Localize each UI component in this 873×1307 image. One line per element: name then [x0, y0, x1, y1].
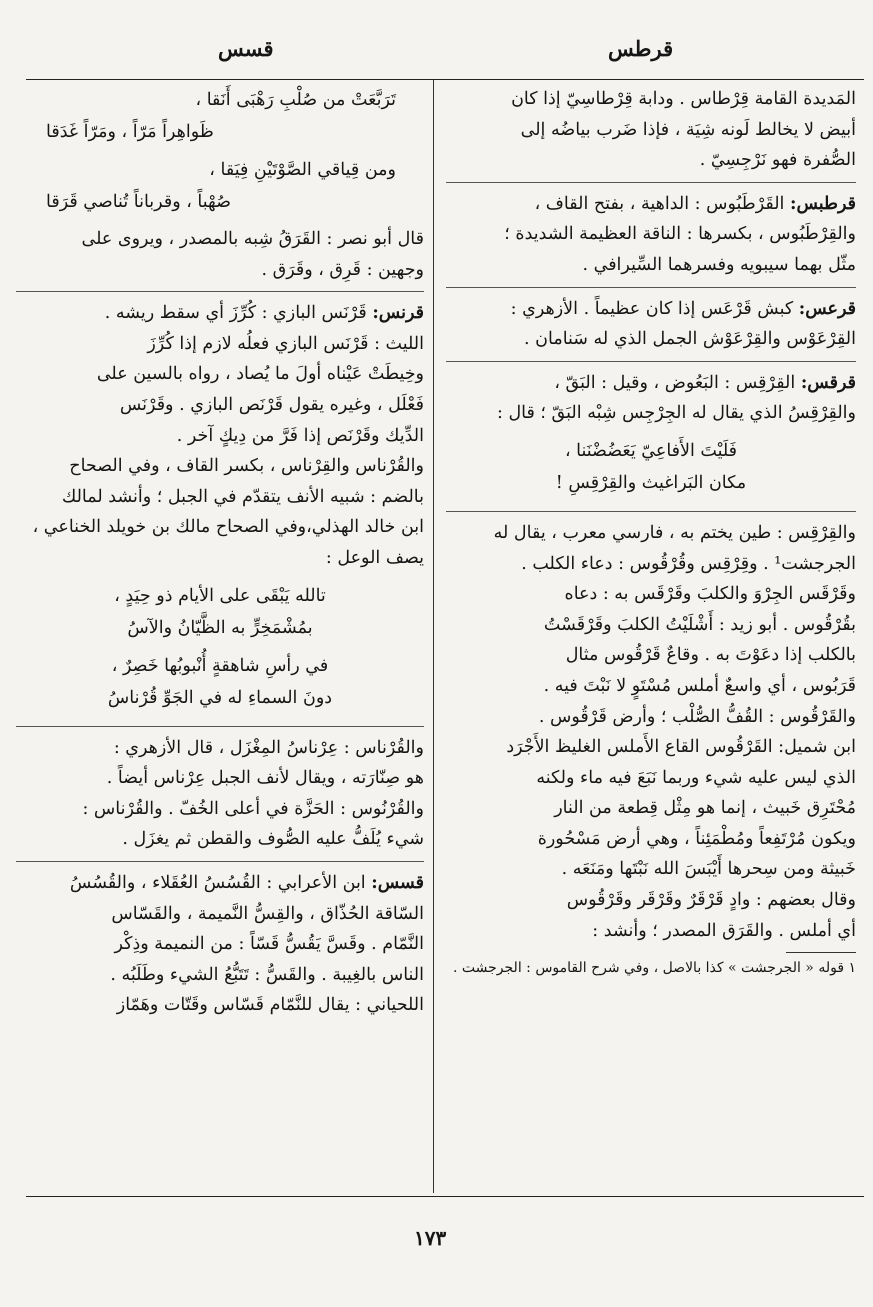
- headword: قرطبس:: [789, 193, 856, 214]
- entry-qrts-continued: [446, 84, 856, 183]
- headword: قرقس:: [800, 372, 856, 393]
- verse: [16, 84, 424, 148]
- text-line: القِرْقِس : البَعُوض ، وقيل : البَقّ ،: [554, 372, 801, 393]
- entry-qrqs: [446, 368, 856, 512]
- text-line: الجرجشت¹ . وقِرْقِس وقُرْقُوس : دعاء الكلب .: [521, 553, 856, 574]
- text-line: قال أبو نصر : القَرَقُ شِبه بالمصدر ، ويروى على: [81, 229, 424, 249]
- verse: [446, 435, 856, 499]
- verse-line: صُهْباً ، وقرباناً تُناصي قَرَقا: [46, 192, 231, 212]
- verse-line: بمُشْمَخِرٍّ به الظَّيّانُ والآسُ: [127, 617, 313, 638]
- entry-qrns: [16, 298, 424, 726]
- text-line: وقَرْقَس الجِرْوَ والكلبَ وقَرْقَس به : دعاه: [564, 584, 856, 605]
- footnote-rule: [786, 952, 856, 953]
- text-line: وخِيطَتْ عَيْناه أولَ ما يُصاد ، رواه بالسين على: [96, 364, 424, 385]
- text-line: والقُرْناس : عِرْناسُ المِغْزَل ، قال الأزهري :: [113, 737, 424, 758]
- text-line: ابن خالد الهذلي،وفي الصحاح مالك بن خويلد الخناعي ،: [32, 517, 424, 538]
- headword: قسس:: [371, 872, 424, 893]
- entry-qrnas: [16, 733, 424, 862]
- entry-qss: [16, 868, 424, 1027]
- headword: قرعس:: [798, 298, 856, 319]
- text-line: ويكون مُرْتَفِعاً ومُطْمَئِناً ، وهي أرض مَسْحُورة: [537, 828, 856, 849]
- text-line: الصُّفرة فهو نَرْجِسِيّ .: [699, 150, 856, 171]
- text-line: الناس بالغِيبة . والقَسُّ : تَتَبُّعُ الشيء وطَلَبُه .: [110, 964, 424, 985]
- text-line: بالكلب إذا دعَوْتَ به . وقاعٌ قَرْقُوس مثال: [565, 645, 856, 666]
- text-line: المَديدة القامة قِرْطاس . ودابة قِرْطاسِيّ إذا كان: [511, 89, 856, 109]
- text-line: مُحْتَرِق خَبيث ، إنما هو مِثْل قِطعة من النار: [554, 798, 856, 819]
- text-line: الذي ليس عليه شيء وربما نَبَعَ فيه ماء ولكنه: [536, 767, 856, 788]
- text-line: قَرَبُوس ، أي واسعٌ أملس مُسْتَوٍ لا نَبْتَ فيه .: [543, 675, 856, 696]
- text-line: بالضم : شبيه الأنف يتقدّم في الجبل ؛ وأنشد لمالك: [61, 486, 424, 507]
- header-left-title: قسس: [218, 36, 274, 61]
- text-line: الليث : قَرْنَس البازي فعلُه لازم إذا كُرِّزَ: [147, 333, 424, 354]
- text-line: ابن الأعرابي : القُسُسُ العُقَلاء ، والقُسُسُ: [69, 872, 372, 893]
- verse: [16, 580, 424, 644]
- verse-line: فَلَيْتَ الأَفاعِيّ يَعَضُضْنَنا ،: [564, 440, 738, 461]
- text-line: النَّمّام . وقَسَّ يَقُسُّ قَسّاً : من النميمة وذِكْر: [114, 934, 424, 955]
- text-line: أي أملس . والقَرَق المصدر ؛ وأنشد :: [592, 920, 856, 941]
- verse-line: في رأسِ شاهقةٍ أُنْبوبُها خَصِرٌ ،: [111, 655, 329, 676]
- entry-qrtbs: [446, 189, 856, 288]
- text-line: وجهين : قَرِق ، وقَرَق .: [261, 259, 424, 280]
- text-line: كبش قَرْعَس إذا كان عظيماً . الأزهري :: [510, 298, 799, 319]
- entry-qrqs-cont: [446, 518, 856, 985]
- verse: [16, 650, 424, 714]
- verse-line: تالله يَبْقَى على الأيام ذو حِيَدٍ ،: [114, 585, 326, 606]
- text-line: والقُرْناس والقِرْناس ، بكسر القاف ، وفي الصحاح: [69, 456, 424, 477]
- text-line: والقِرْقِس : طين يختم به ، فارسي معرب ، يقال له: [493, 522, 856, 543]
- text-line: الدِّيك وقَرْنَص إذا فَرَّ من دِيكٍ آخر .: [176, 425, 424, 446]
- verse-line: تَرَبَّعَتْ من صُلْبِ رَهْبَى أَنَقا ،: [195, 90, 396, 110]
- text-line: والقِرْطَبُوس ، بكسرها : الناقة العظيمة الشديدة ؛: [504, 224, 856, 245]
- text-line: مثّل بهما سيبويه وفسرهما السِّيرافي .: [582, 254, 856, 275]
- text-line: أبيض لا يخالط لَونه شِيَة ، فإذا ضَرب بياضُه إلى: [520, 119, 856, 140]
- text-line: السّاقة الحُذّاق ، والقِسُّ النَّميمة ، والقَسّاس: [111, 903, 424, 924]
- verse-line: ظَواهِراً مَرّاً ، ومَرّاً غَدَقا: [46, 122, 214, 142]
- verse-line: دونَ السماءِ له في الجَوِّ قُرْناسُ: [107, 687, 333, 708]
- page-number: ١٧٣: [414, 1226, 447, 1250]
- header-right-title: قرطس: [608, 36, 674, 61]
- text-line: خَبيثة ومن سِحرها أَيْبَسَ الله نَبْتَها ومَنَعَه .: [561, 859, 856, 880]
- header-rule: [26, 79, 864, 80]
- text-line: القِرْعَوْس والقِرْعَوْش الجمل الذي له سَنامان .: [524, 329, 856, 350]
- text-line: والقَرْقُوس : القُفُّ الصُّلْب ؛ وأرض قَرْقُوس .: [538, 706, 856, 727]
- verse-line: ومن قِياقي الصَّوْتَيْنِ فِيَقا ،: [209, 160, 396, 180]
- verse-line: مكان البَراغيث والقِرْقِسِ !: [555, 472, 747, 493]
- text-line: بقُرْقُوس . أبو زيد : أَشْلَيْتُ الكلبَ وقَرْقَسْتُ: [543, 614, 856, 635]
- footer-rule: [26, 1196, 864, 1197]
- left-column: [16, 84, 424, 1033]
- entry-qrq: [16, 224, 424, 292]
- text-line: والقِرْقِسُ الذي يقال له الجِرْجِس شِبْه البَقّ ؛ قال :: [497, 403, 856, 424]
- right-column: [446, 84, 856, 991]
- headword: قرنس:: [372, 303, 424, 324]
- text-line: فَعْلَل ، وغيره يقول قَرْنَص البازي . وقَرْنَس: [119, 394, 424, 415]
- text-line: قَرْنَس البازي : كُرِّزَ أي سقط ريشه .: [104, 303, 373, 324]
- text-line: والقُرْنُوس : الحَزَّة في أعلى الخُفّ . والقُرْناس :: [82, 798, 424, 819]
- text-line: القَرْطَبُوس : الداهية ، بفتح القاف ،: [534, 193, 790, 214]
- verse: [16, 154, 424, 218]
- text-line: يصف الوعل :: [325, 547, 424, 568]
- footnote: ١ قوله « الجرجشت » كذا بالاصل ، وفي شرح القاموس : الجرجشت .: [453, 960, 856, 977]
- text-line: ابن شميل: القَرْقُوس القاع الأَملس الغليظ الأَجْرَد: [506, 737, 856, 758]
- entry-qres: [446, 294, 856, 362]
- text-line: وقال بعضهم : وادٍ قَرْقَرٌ وقَرْقَر وقَرْقُوس: [566, 890, 856, 911]
- column-divider: [433, 80, 434, 1193]
- text-line: اللحياني : يقال للنَّمّام قَسّاس وقَتّات وهَمّاز: [116, 995, 424, 1016]
- text-line: هو صِنّارَته ، ويقال لأنف الجبل عِرْناس أيضاً .: [106, 768, 424, 789]
- text-line: شيء يُلَفُّ عليه الصُّوف والقطن ثم يغزَل .: [122, 829, 424, 850]
